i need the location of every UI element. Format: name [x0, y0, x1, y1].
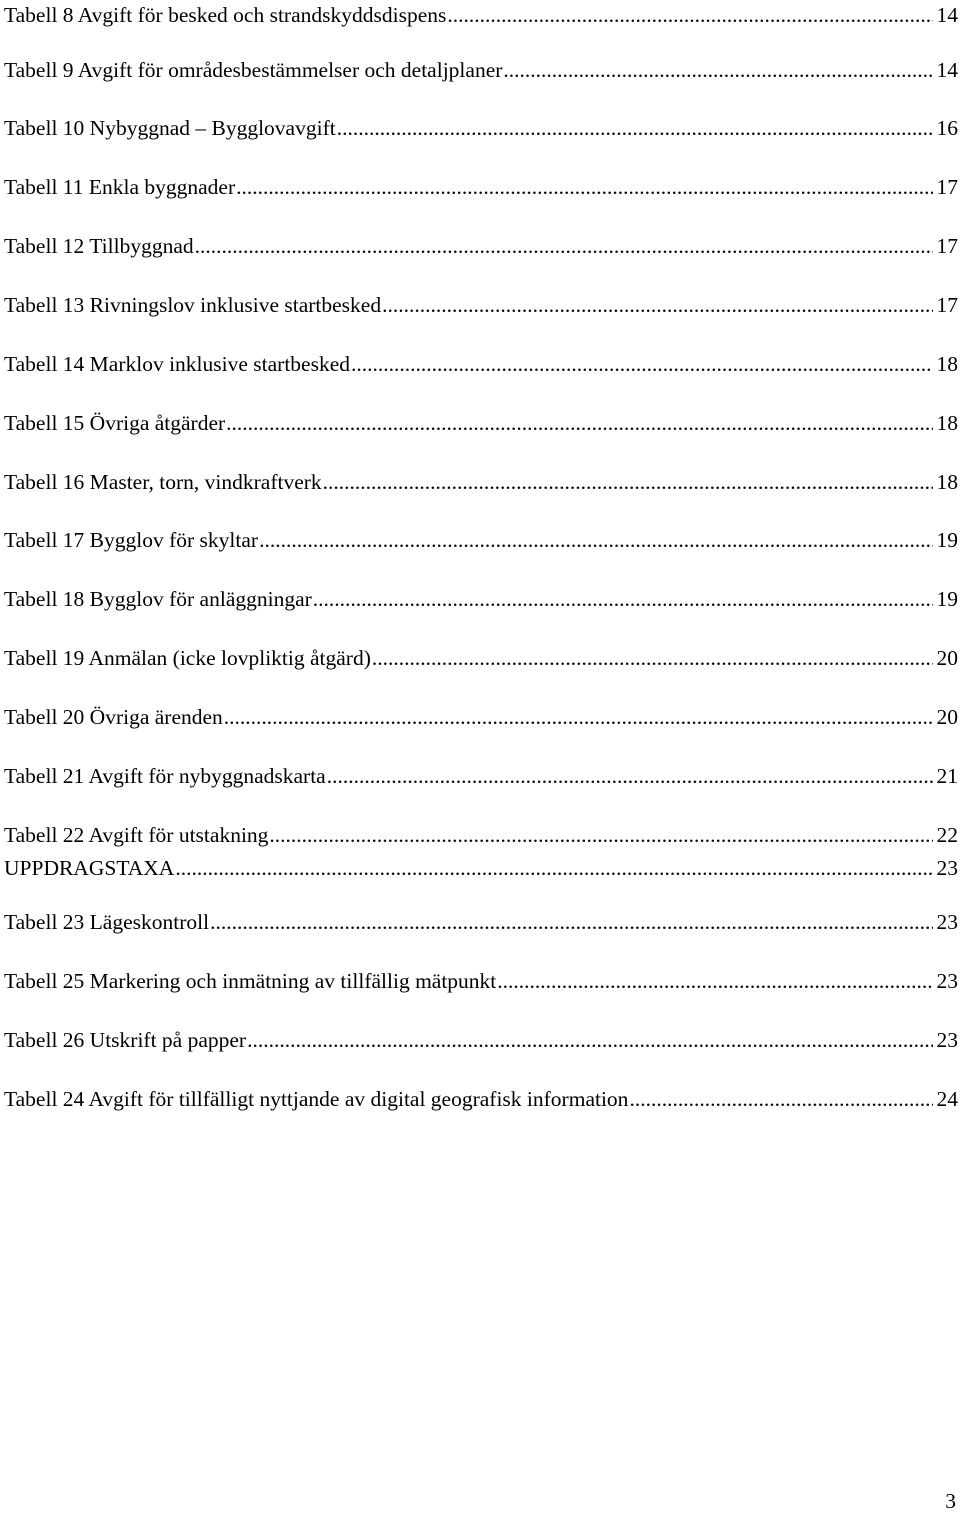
- toc-entry-page: 20: [936, 646, 958, 670]
- toc-entry-tabell-16[interactable]: [4, 467, 958, 497]
- toc-entry-tabell-8[interactable]: [4, 0, 958, 30]
- toc-entry-tabell-25[interactable]: [4, 966, 958, 996]
- toc-dot-leader: [236, 172, 932, 202]
- toc-entry-title: Tabell 18 Bygglov för anläggningar: [4, 587, 312, 611]
- toc-entry-page: 19: [936, 528, 958, 552]
- toc-entry-tabell-13[interactable]: [4, 290, 958, 320]
- toc-dot-leader: [259, 525, 932, 555]
- toc-entry-page: 17: [936, 293, 958, 317]
- toc-entry-tabell-15[interactable]: [4, 408, 958, 438]
- toc-entry-tabell-18[interactable]: [4, 584, 958, 614]
- toc-entry-tabell-22[interactable]: [4, 820, 958, 850]
- toc-entry-page: 23: [936, 1028, 958, 1052]
- toc-entry-title: Tabell 17 Bygglov för skyltar: [4, 528, 259, 552]
- toc-entry-title: Tabell 26 Utskrift på papper: [4, 1028, 247, 1052]
- toc-dot-leader: [323, 467, 933, 497]
- toc-dot-leader: [175, 853, 932, 883]
- toc-entry-title: Tabell 14 Marklov inklusive startbesked: [4, 352, 351, 376]
- toc-dot-leader: [226, 408, 932, 438]
- toc-dot-leader: [269, 820, 932, 850]
- toc-entry-page: 21: [936, 764, 958, 788]
- toc-dot-leader: [195, 231, 933, 261]
- toc-dot-leader: [351, 349, 932, 379]
- toc-entry-tabell-20[interactable]: [4, 702, 958, 732]
- toc-entry-title: Tabell 24 Avgift för tillfälligt nyttjande av digital geografisk information: [4, 1087, 629, 1111]
- toc-entry-page: 14: [936, 3, 958, 27]
- toc-entry-tabell-12[interactable]: [4, 231, 958, 261]
- toc-entry-tabell-10[interactable]: [4, 113, 958, 143]
- toc-entry-title: UPPDRAGSTAXA: [4, 856, 175, 880]
- toc-entry-page: 20: [936, 705, 958, 729]
- toc-entry-page: 22: [936, 823, 958, 847]
- toc-entry-uppdragstaxa[interactable]: [4, 853, 958, 883]
- toc-entry-page: 23: [936, 856, 958, 880]
- toc-dot-leader: [327, 761, 933, 791]
- toc-dot-leader: [447, 0, 932, 30]
- toc-entry-title: Tabell 8 Avgift för besked och strandskyddsdispens: [4, 3, 447, 27]
- toc-entry-tabell-26[interactable]: [4, 1025, 958, 1055]
- toc-entry-tabell-24[interactable]: [4, 1084, 958, 1114]
- toc-dot-leader: [503, 55, 932, 85]
- toc-entry-page: 17: [936, 234, 958, 258]
- toc-entry-page: 18: [936, 470, 958, 494]
- toc-dot-leader: [497, 966, 932, 996]
- toc-entry-tabell-9[interactable]: [4, 55, 958, 85]
- toc-dot-leader: [247, 1025, 932, 1055]
- toc-entry-title: Tabell 19 Anmälan (icke lovpliktig åtgärd): [4, 646, 371, 670]
- toc-entry-page: 16: [936, 116, 958, 140]
- toc-entry-page: 24: [936, 1087, 958, 1111]
- toc-entry-tabell-23[interactable]: [4, 907, 958, 937]
- toc-entry-title: Tabell 21 Avgift för nybyggnadskarta: [4, 764, 326, 788]
- toc-entry-title: Tabell 15 Övriga åtgärder: [4, 411, 226, 435]
- toc-entry-tabell-21[interactable]: [4, 761, 958, 791]
- toc-entry-page: 18: [936, 411, 958, 435]
- toc-entry-tabell-17[interactable]: [4, 525, 958, 555]
- toc-entry-title: Tabell 11 Enkla byggnader: [4, 175, 236, 199]
- toc-dot-leader: [382, 290, 932, 320]
- toc-entry-title: Tabell 25 Markering och inmätning av tillfällig mätpunkt: [4, 969, 497, 993]
- toc-entry-title: Tabell 16 Master, torn, vindkraftverk: [4, 470, 322, 494]
- toc-entry-title: Tabell 20 Övriga ärenden: [4, 705, 223, 729]
- toc-entry-page: 23: [936, 969, 958, 993]
- toc-entry-page: 19: [936, 587, 958, 611]
- toc-entry-title: Tabell 12 Tillbyggnad: [4, 234, 194, 258]
- toc-entry-page: 18: [936, 352, 958, 376]
- toc-entry-tabell-14[interactable]: [4, 349, 958, 379]
- toc-entry-title: Tabell 23 Lägeskontroll: [4, 910, 210, 934]
- toc-entry-page: 17: [936, 175, 958, 199]
- toc-dot-leader: [224, 702, 933, 732]
- toc-entry-tabell-11[interactable]: [4, 172, 958, 202]
- toc-entry-title: Tabell 10 Nybyggnad – Bygglovavgift: [4, 116, 336, 140]
- toc-dot-leader: [210, 907, 932, 937]
- toc-entry-title: Tabell 22 Avgift för utstakning: [4, 823, 269, 847]
- toc-entry-title: Tabell 9 Avgift för områdesbestämmelser och detaljplaner: [4, 58, 503, 82]
- toc-entry-page: 14: [936, 58, 958, 82]
- toc-dot-leader: [629, 1084, 932, 1114]
- toc-entry-page: 23: [936, 910, 958, 934]
- toc-entry-tabell-19[interactable]: [4, 643, 958, 673]
- toc-dot-leader: [337, 113, 933, 143]
- toc-entry-title: Tabell 13 Rivningslov inklusive startbesked: [4, 293, 382, 317]
- toc-dot-leader: [372, 643, 933, 673]
- page-number: 3: [945, 1489, 956, 1513]
- toc-dot-leader: [313, 584, 933, 614]
